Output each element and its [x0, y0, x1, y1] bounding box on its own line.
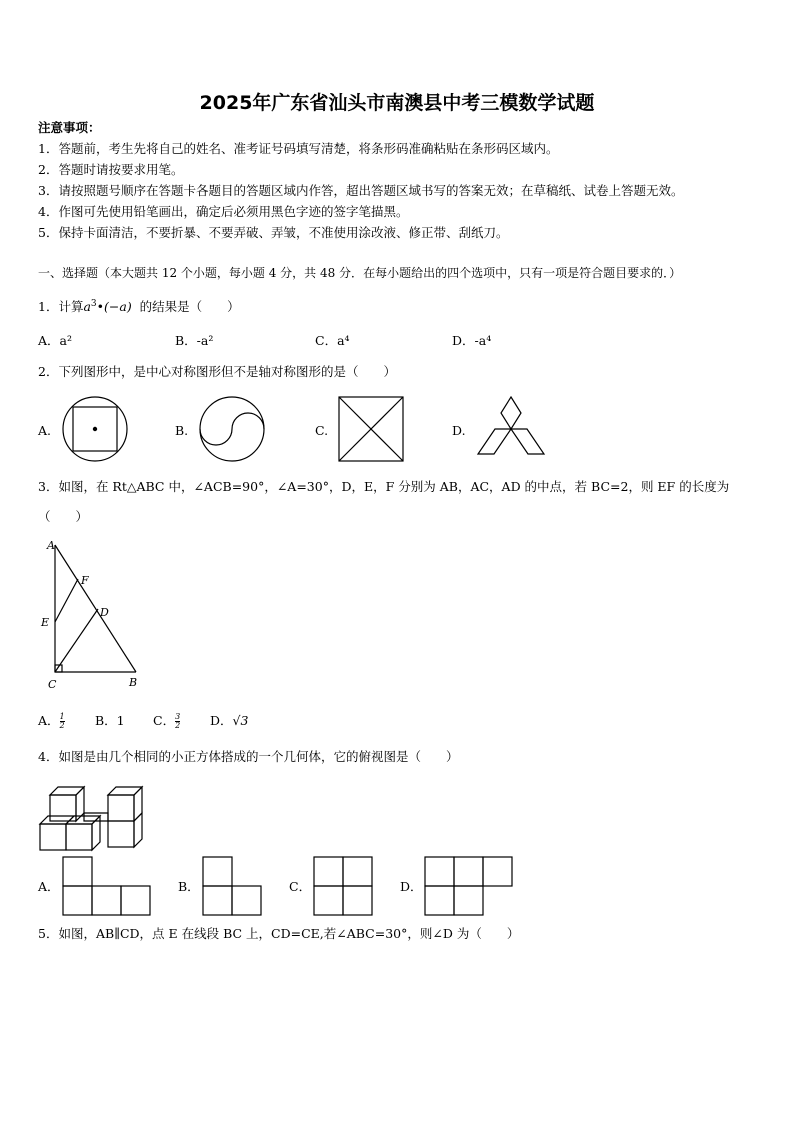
q2-figure-d-three-rhombi [476, 396, 548, 458]
q1-expr-a: a [83, 299, 91, 315]
q1-expr-rest: •(−a) [96, 299, 132, 315]
q1-expr-exp: 3 [90, 299, 97, 309]
question-1 [38, 296, 240, 315]
q4-option-b-label[interactable]: B． [178, 879, 200, 894]
notice-item-3: 3．请按照题号顺序在答题卡各题目的答题区域内作答，超出答题区域书写的答案无效；在草稿纸、试卷上答题无效。 [38, 183, 684, 198]
notice-item-2: 2．答题时请按要求用笔。 [38, 162, 184, 177]
notice-item-1: 1．答题前，考生先将自己的姓名、准考证号码填写清楚，将条形码准确粘贴在条形码区域内。 [38, 141, 559, 156]
question-5: 5．如图，AB∥CD，点 E 在线段 BC 上，CD=CE,若∠ABC=30°，则∠D 为（ ） [38, 926, 520, 941]
question-2: 2．下列图形中，是中心对称图形但不是轴对称图形的是（ ） [38, 364, 396, 379]
notice-item-5: 5．保持卡面清洁，不要折暴、不要弄破、弄皱，不准使用涂改液、修正带、刮纸刀。 [38, 225, 509, 240]
q2-figure-b-yin-yang [199, 396, 267, 464]
q3-option-b[interactable]: B．1 [95, 713, 125, 728]
q4-option-a-label[interactable]: A． [38, 879, 60, 894]
q2-option-c-label[interactable]: C. [315, 423, 329, 438]
q2-figure-c-square-diagonals [338, 396, 406, 464]
q4-cube-solid-figure [38, 777, 153, 855]
question-4: 4．如图是由几个相同的小正方体搭成的一个几何体，它的俯视图是（ ） [38, 749, 459, 764]
notice-item-4: 4．作图可先使用铅笔画出，确定后必须用黑色字迹的签字笔描黑。 [38, 204, 409, 219]
q1-option-d[interactable]: D．-a⁴ [452, 333, 492, 348]
q3-label-d: D [100, 606, 109, 619]
q3-option-c[interactable]: C． $\frac{3}{2}$ [153, 712, 181, 730]
q2-option-a-label[interactable]: A. [38, 423, 52, 438]
q4-option-a-grid [62, 856, 152, 916]
q1-option-a[interactable]: A．a² [38, 333, 72, 348]
q3-label-c: C [48, 678, 57, 691]
q3-label-e: E [41, 616, 50, 629]
q3-option-a[interactable]: A． $\frac{1}{2}$ [38, 712, 65, 730]
q3-label-a: A [47, 539, 55, 552]
question-3: 3．如图，在 Rt△ABC 中，∠ACB=90°，∠A=30°，D，E，F 分别为 AB，AC，AD 的中点，若 BC=2，则 EF 的长度为 [38, 479, 730, 494]
q1-option-b[interactable]: B．-a² [175, 333, 214, 348]
q1-prefix: 1．计算 [38, 299, 84, 315]
notice-heading: 注意事项： [38, 120, 101, 135]
q3-option-c-fraction: $\frac{3}{2}$ [175, 712, 181, 730]
q3-label-f: F [81, 574, 89, 587]
q4-option-b-grid [202, 856, 264, 916]
q3-option-a-fraction: $\frac{1}{2}$ [59, 712, 65, 730]
q1-option-c[interactable]: C．a⁴ [315, 333, 350, 348]
q4-option-c-label[interactable]: C． [289, 879, 312, 894]
q2-option-d-label[interactable]: D. [452, 423, 466, 438]
q3-option-d[interactable]: D．√3 [210, 713, 249, 728]
q4-option-d-grid [424, 856, 516, 916]
q3-label-b: B [129, 676, 138, 689]
exam-title: 2025年广东省汕头市南澳县中考三模数学试题 [199, 92, 595, 114]
q2-figure-a-circle-square [62, 396, 130, 464]
q2-option-b-label[interactable]: B. [175, 423, 189, 438]
q3-paren: （ ） [38, 509, 89, 524]
q4-option-c-grid [313, 856, 375, 916]
q3-triangle-figure [38, 537, 153, 692]
q1-suffix: 的结果是（ ） [139, 299, 240, 315]
section-heading: 一、选择题（本大题共 12 个小题，每小题 4 分，共 48 分．在每小题给出的四个选项中，只有一项是符合题目要求的．） [38, 266, 682, 280]
q4-option-d-label[interactable]: D． [400, 879, 423, 894]
